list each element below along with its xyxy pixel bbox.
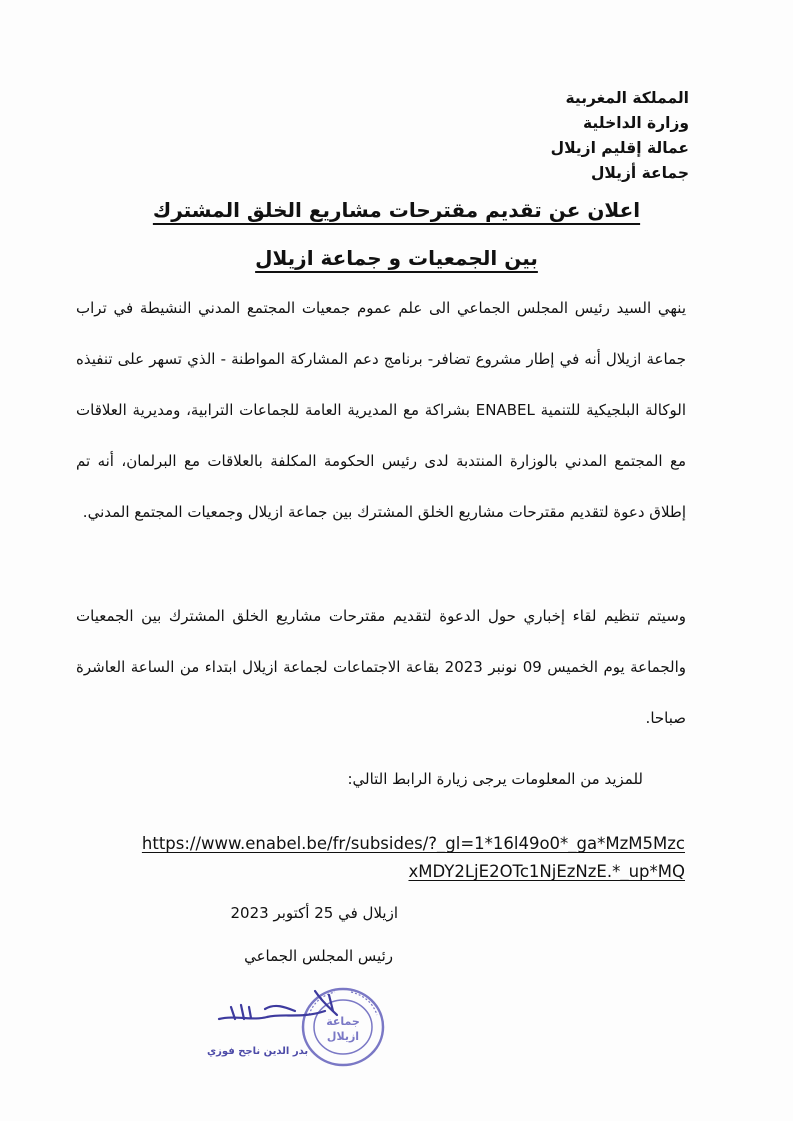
signature-and-stamp	[205, 985, 405, 1070]
letterhead	[551, 86, 689, 186]
letterhead-commune: جماعة أزيلال	[590, 164, 689, 182]
body-paragraph-1: ينهي السيد رئيس المجلس الجماعي الى علم عموم جمعيات المجتمع المدني النشيطة في تراب جماعة ازيلال أنه في إطار مشروع تضافر- برنامج دعم المشاركة المواطنة - الذي تسهر على تنفيذه الوكالة البلجيكية للتنمية ENABEL بشراكة مع المديرية العامة للجماعات الترابية، ومديرية العلاقات مع المجتمع المدني بالوزارة المنتدبة لدى رئيس الحكومة المكلفة بالعلاقات مع البرلمان، أنه تم إطلاق دعوة لتقديم مقترحات مشاريع الخلق المشترك بين جماعة ازيلال وجمعيات المجتمع المدني.	[76, 299, 686, 521]
subsidies-link-line2[interactable]: xMDY2LjE2OTc1NjEzNzE.*_up*MQ	[408, 862, 685, 881]
more-info-text: للمزيد من المعلومات يرجى زيارة الرابط التالي:	[347, 770, 643, 788]
signatory-name: بدر الدين ناجح فوزي	[207, 1046, 309, 1057]
announcement-title-line1: اعلان عن تقديم مقترحات مشاريع الخلق المشترك	[152, 198, 641, 222]
signing-date: ازيلال في 25 أكتوبر 2023	[230, 904, 398, 922]
subsidies-link[interactable]	[142, 830, 685, 886]
subsidies-link-line1[interactable]: https://www.enabel.be/fr/subsides/?_gl=1*16l49o0*_ga*MzM5Mzc	[141, 834, 685, 853]
signatory-role: رئيس المجلس الجماعي	[244, 947, 393, 965]
signature-stamp-graphic	[205, 985, 405, 1070]
body-paragraph-2: وسيتم تنظيم لقاء إخباري حول الدعوة لتقديم مقترحات مشاريع الخلق المشترك بين الجمعيات والجماعة يوم الخميس 09 نونبر 2023 بقاعة الاجتماعات لجماعة ازيلال ابتداء من الساعة العاشرة صباحا.	[76, 607, 687, 727]
announcement-title-line2: بين الجمعيات و جماعة ازيلال	[255, 246, 538, 270]
svg-text:ازيلال: ازيلال	[326, 1030, 360, 1043]
official-stamp-icon	[303, 989, 383, 1065]
letterhead-kingdom: المملكة المغربية	[565, 89, 689, 107]
handwritten-signature-icon	[219, 991, 337, 1019]
letterhead-ministry: وزارة الداخلية	[583, 114, 689, 132]
svg-text:جماعة: جماعة	[326, 1015, 360, 1028]
letterhead-province: عمالة إقليم ازيلال	[550, 139, 689, 157]
